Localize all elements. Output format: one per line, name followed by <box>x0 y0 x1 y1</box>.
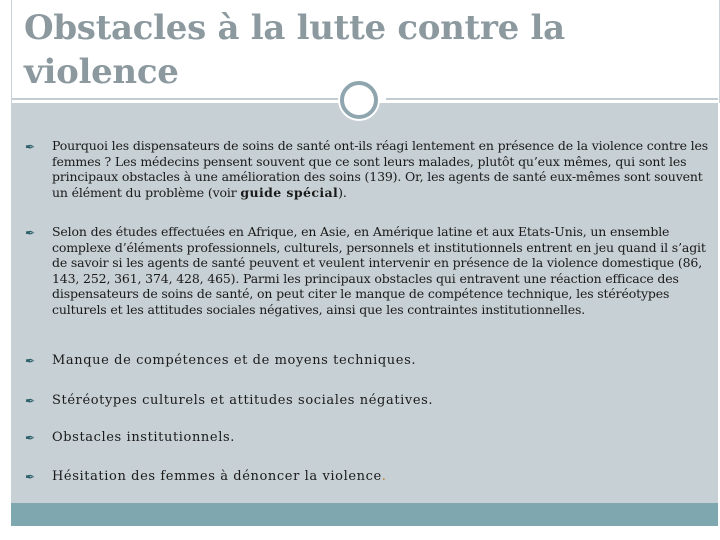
bullet-icon: ✒ <box>25 226 36 240</box>
bullet-1-emphasis: guide spécial <box>240 184 339 200</box>
slide-title: Obstacles à la lutte contre la violence <box>24 8 565 92</box>
decorative-ring-icon <box>340 81 378 119</box>
bullet-item-6 <box>52 469 712 485</box>
bullet-1-text: Pourquoi les dispensateurs de soins de santé ont-ils réagi lentement en présence de la violence contre les femmes ? Les médecins pensent souvent que ce sont leurs malades, plutôt qu’eux mêmes, qui sont les principaux obstacles à une amélioration des soins (139). Or, les agents de santé eux-mêmes sont souvent un élément du problème (voir <box>52 138 709 200</box>
title-rule-left <box>12 98 338 100</box>
bullet-item-5: Obstacles institutionnels. <box>52 430 235 445</box>
bullet-1-tail: ). <box>338 184 347 200</box>
bullet-icon: ✒ <box>25 431 36 445</box>
bullet-item-6-period: . <box>381 469 387 484</box>
bullet-item-4: Stéréotypes culturels et attitudes sociales négatives. <box>52 393 434 408</box>
bullet-paragraph-1 <box>52 138 718 200</box>
bullet-item-6-text: Hésitation des femmes à dénoncer la violence <box>52 469 382 484</box>
content-area <box>11 129 718 503</box>
bullet-paragraph-2: Selon des études effectuées en Afrique, en Asie, en Amérique latine et aux Etats-Unis, un ensemble complexe d’éléments professionnels, culturels, personnels et institutionnels entrent en jeu quand il s’agit de savoir si les agents de santé peuvent et veulent intervenir en présence de la violence domestique (86, 143, 252, 361, 374, 428, 465). Parmi les principaux obstacles qui entravent une réaction efficace des dispensateurs de soins de santé, on peut citer le manque de compétence technique, les stéréotypes culturels et les attitudes sociales négatives, ainsi que les contraintes institutionnelles. <box>52 224 706 317</box>
bullet-item-3: Manque de compétences et de moyens techniques. <box>52 353 417 368</box>
title-rule-right <box>386 98 718 100</box>
bullet-icon: ✒ <box>25 140 36 154</box>
bullet-icon: ✒ <box>25 470 36 484</box>
bullet-icon: ✒ <box>25 394 36 408</box>
footer-bar <box>11 503 718 526</box>
bullet-icon: ✒ <box>25 354 36 368</box>
